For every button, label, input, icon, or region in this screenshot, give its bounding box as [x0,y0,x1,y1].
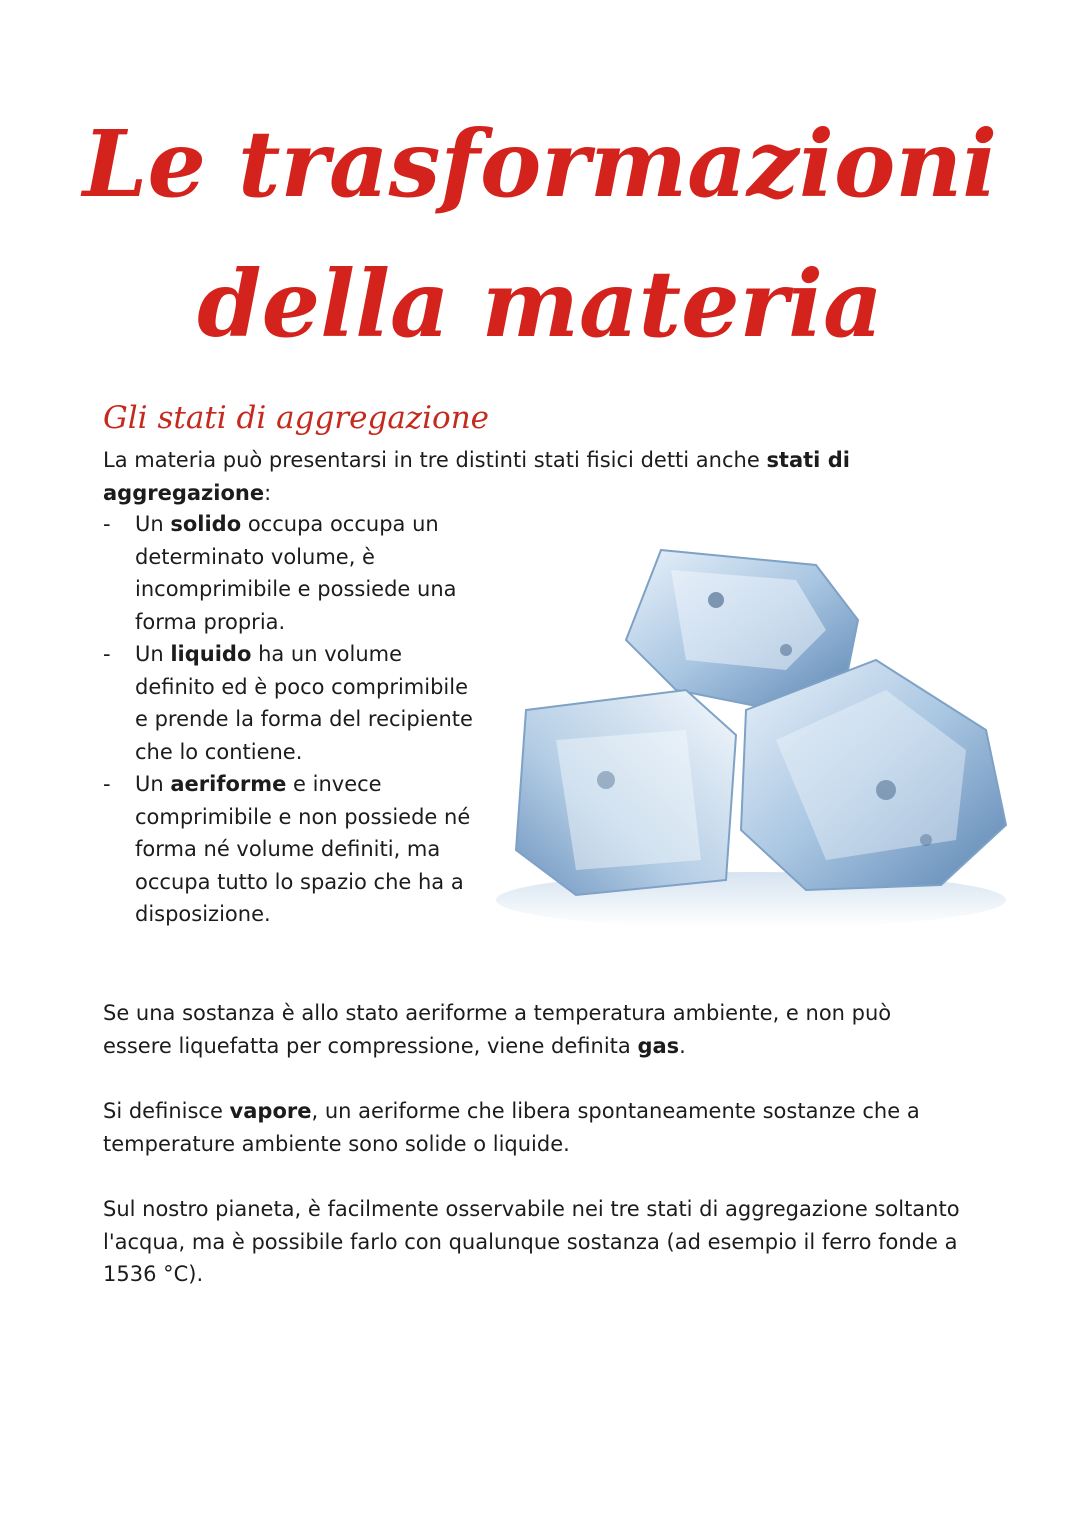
intro-text: La materia può presentarsi in tre distinti stati fisici detti anche [103,448,767,472]
gas-end: . [679,1033,686,1058]
list-item-pre: Un [135,642,171,666]
vapore-paragraph [103,1095,963,1160]
list-item [103,768,473,931]
gas-bold: gas [637,1033,680,1058]
intro-bold: stati di aggregazione [103,448,850,505]
list-dash: - [103,642,111,666]
vapore-bold: vapore [229,1099,312,1123]
list-item-term: liquido [170,642,252,666]
list-dash: - [103,512,111,536]
ice-cubes-image [486,540,1012,950]
list-item-text: ha un volume definito ed è poco comprimibile e prende la forma del recipiente che lo contiene. [135,642,473,764]
list-item-text: e invece comprimibile e non possiede né forma né volume definiti, ma occupa tutto lo spazio che ha a disposizione. [135,772,471,926]
list-item-term: solido [170,512,242,536]
vapore-text: , un aeriforme che libera spontaneamente sostanze che a temperature ambiente sono solide o liquide. [103,1099,920,1156]
list-item [103,508,473,638]
list-item-pre: Un [135,772,171,796]
list-item [103,638,473,768]
list-item-text: occupa occupa un determinato volume, è incomprimibile e possiede una forma propria. [135,512,457,634]
page-title-line-1: Le trasformazioni [82,110,998,218]
gas-text: Se una sostanza è allo stato aeriforme a temperatura ambiente, e non può essere liquefatta per compressione, viene definita [103,1001,892,1058]
section-heading: Gli stati di aggregazione [103,400,490,436]
list-dash: - [103,772,111,796]
gas-paragraph [103,997,963,1062]
vapore-pre: Si definisce [103,1099,230,1123]
list-item-pre: Un [135,512,171,536]
intro-end: : [264,480,272,505]
list-item-term: aeriforme [170,772,287,796]
intro-paragraph [103,444,963,509]
states-list [103,508,473,931]
acqua-paragraph: Sul nostro pianeta, è facilmente osservabile nei tre stati di aggregazione soltanto l'acqua, ma è possibile farlo con qualunque sostanza (ad esempio il ferro fonde a 1536 °C). [103,1197,960,1286]
page-title-line-2: della materia [197,250,883,358]
